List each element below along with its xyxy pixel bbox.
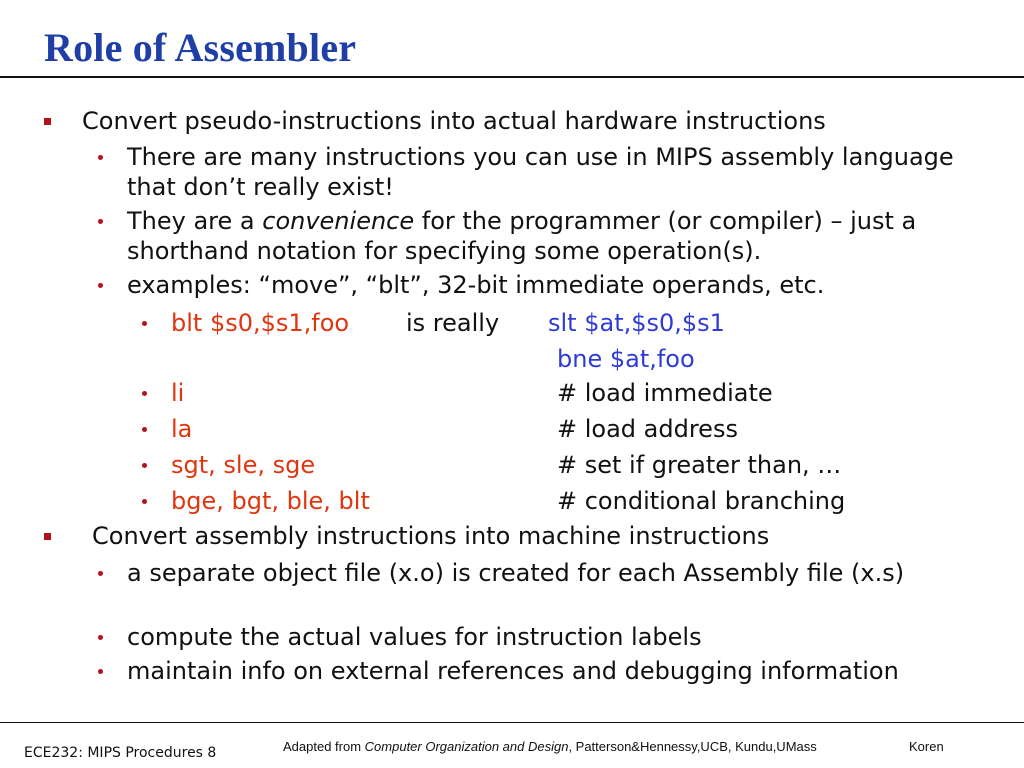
footer-course-label: ECE232: MIPS Procedures 8 xyxy=(24,745,217,761)
text-segment: They are a xyxy=(127,207,263,235)
example-comment: # load address xyxy=(557,415,738,443)
list-item-text: examples: “move”, “blt”, 32-bit immediate operands, etc. xyxy=(127,271,825,299)
example-middle: is really xyxy=(406,309,500,337)
dot-bullet-icon xyxy=(98,155,103,160)
slide-title: Role of Assembler xyxy=(44,25,357,70)
example-comment: # load immediate xyxy=(557,379,773,407)
section2-heading-row xyxy=(44,521,769,551)
example-comment: # conditional branching xyxy=(557,487,846,515)
example-instr: sgt, sle, sge xyxy=(171,451,316,479)
example-row xyxy=(142,450,841,480)
attribution-book-title: Computer Organization and Design xyxy=(364,739,569,754)
example-row xyxy=(142,486,845,516)
dot-bullet-icon xyxy=(98,219,103,224)
list-item-text: a separate object file (x.o) is created for each Assembly file (x.s) xyxy=(127,559,905,587)
example-instr: la xyxy=(171,415,193,443)
section2-heading: Convert assembly instructions into machine instructions xyxy=(92,522,770,550)
list-item-text: There are many instructions you can use in MIPS assembly language that don’t really exist! xyxy=(127,143,954,201)
example-result: bne $at,foo xyxy=(557,345,695,373)
dot-bullet-icon xyxy=(98,283,103,288)
dot-bullet-icon xyxy=(98,669,103,674)
attribution-prefix: Adapted from xyxy=(283,739,365,754)
section1-heading: Convert pseudo-instructions into actual hardware instructions xyxy=(82,107,826,135)
list-item xyxy=(98,656,978,686)
emphasis-text: convenience xyxy=(262,207,415,235)
dot-bullet-icon xyxy=(142,463,147,468)
list-item-text: compute the actual values for instruction labels xyxy=(127,623,702,651)
example-comment: # set if greater than, … xyxy=(557,451,842,479)
example-row xyxy=(557,344,695,374)
example-row xyxy=(142,414,738,444)
example-row xyxy=(142,378,773,408)
footer-attribution xyxy=(283,739,817,754)
example-instr: li xyxy=(171,379,185,407)
text-segment: for the programmer (or compiler) – just a shorthand notation for specifying some operation(s). xyxy=(127,207,917,265)
square-bullet-icon xyxy=(44,118,51,125)
section1-heading-row xyxy=(44,106,826,136)
list-item-text xyxy=(127,206,978,266)
footer-divider xyxy=(0,722,1024,723)
list-item xyxy=(98,622,978,652)
example-instr: bge, bgt, ble, blt xyxy=(171,487,370,515)
title-divider xyxy=(0,76,1024,78)
list-item-text: maintain info on external references and debugging information xyxy=(127,657,899,685)
list-item xyxy=(98,270,978,300)
list-item xyxy=(98,206,978,266)
dot-bullet-icon xyxy=(142,499,147,504)
list-item xyxy=(98,558,978,588)
square-bullet-icon xyxy=(44,533,51,540)
list-item xyxy=(98,142,978,202)
example-row xyxy=(142,308,725,338)
dot-bullet-icon xyxy=(142,427,147,432)
dot-bullet-icon xyxy=(142,391,147,396)
footer-author: Koren xyxy=(909,739,944,754)
dot-bullet-icon xyxy=(98,571,103,576)
attribution-suffix: , Patterson&Hennessy,UCB, Kundu,UMass xyxy=(568,739,817,754)
example-result: slt $at,$s0,$s1 xyxy=(548,309,725,337)
dot-bullet-icon xyxy=(142,321,147,326)
example-instr: blt $s0,$s1,foo xyxy=(171,309,350,337)
dot-bullet-icon xyxy=(98,635,103,640)
